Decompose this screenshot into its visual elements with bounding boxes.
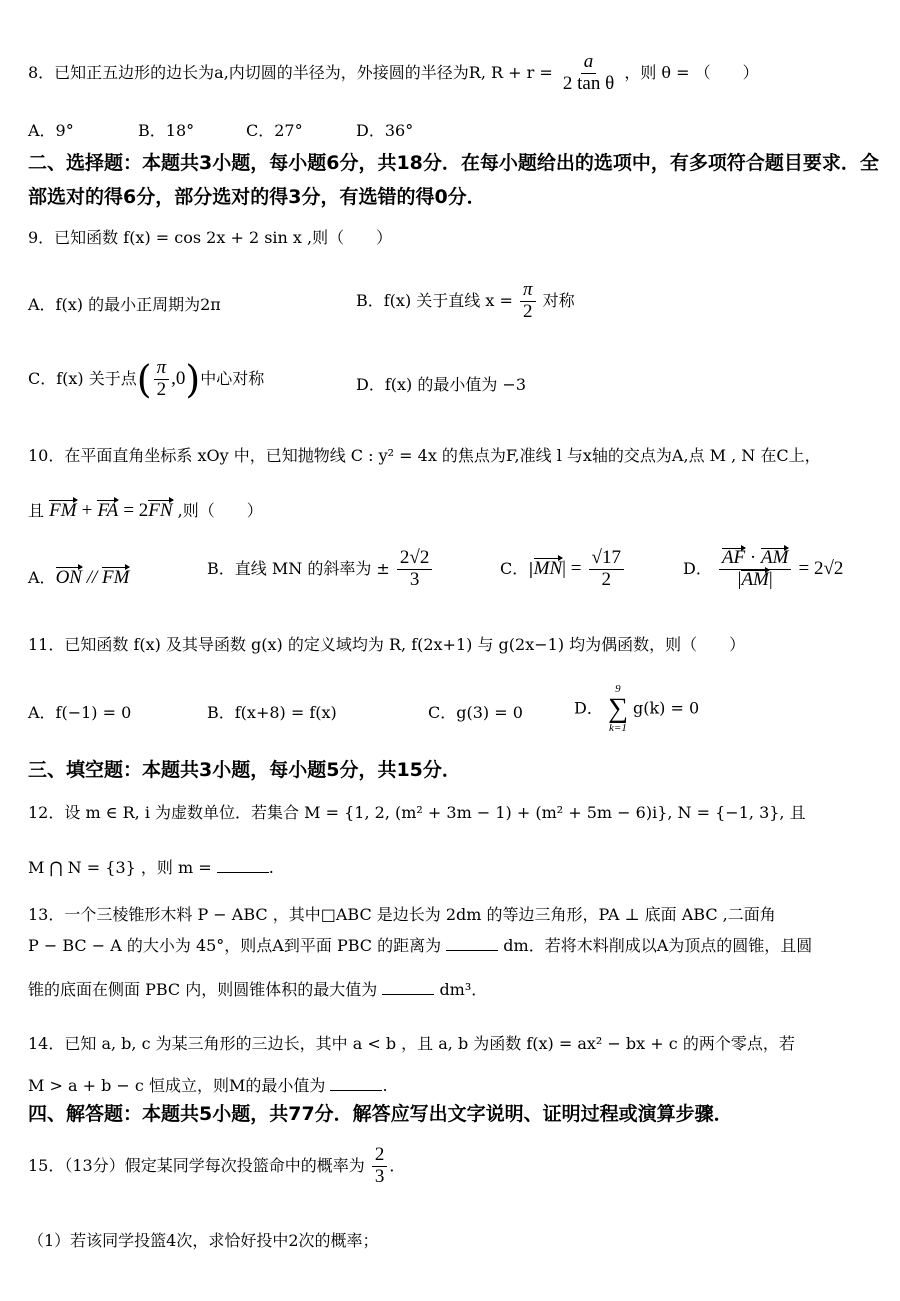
q9-b-fraction: [520, 280, 536, 323]
q8-option-c: C．27°: [246, 121, 303, 140]
q10-d-num: [719, 548, 791, 570]
q10-line2-pre: 且: [28, 501, 45, 520]
q11-d-post: g(k) = 0: [633, 698, 700, 718]
plus-sign: +: [81, 500, 93, 521]
q10-d-den: [735, 570, 776, 591]
q9-c-text: C．f(x) 关于点: [28, 368, 137, 388]
q10-option-b: [207, 548, 434, 591]
q11-option-a: A．f(−1) = 0: [28, 703, 132, 722]
vector-am-2: AM: [741, 568, 769, 590]
q14-line1: 14．已知 a, b, c 为某三角形的三边长，其中 a < b ，且 a, b 为函数 f(x) = ax² − bx + c 的两个零点，若: [28, 1034, 795, 1053]
vector-am: AM: [760, 547, 789, 568]
section-2-heading: 二、选择题：本题共3小题，每小题6分，共18分．在每小题给出的选项中，有多项符合题目要求．全部选对的得6分，部分选对的得3分，有选错的得0分．: [28, 152, 879, 208]
q10-d-fraction: [719, 548, 791, 591]
q12-line2-end: .: [268, 858, 274, 877]
q13-line1: 13．一个三棱锥形木料 P − ABC ，其中□ABC 是边长为 2dm 的等边三角形，PA ⊥ 底面 ABC ,二面角: [28, 905, 776, 924]
q12-line2: [28, 855, 880, 878]
sum-lower: k=1: [609, 722, 627, 734]
q11-option-c: C．g(3) = 0: [428, 703, 523, 722]
q11-stem: 11．已知函数 f(x) 及其导函数 g(x) 的定义域均为 R, f(2x+1) 与 g(2x−1) 均为偶函数，则（ ）: [28, 635, 746, 654]
q14-line2-pre: M > a + b − c 恒成立，则M的最小值为: [28, 1076, 326, 1095]
q9-option-b: [356, 280, 575, 323]
vector-af: AF: [721, 547, 746, 568]
q8-option-a: A．9°: [28, 121, 74, 140]
equals-two: = 2: [123, 500, 149, 521]
q10-c-den: 2: [601, 568, 611, 590]
q13-blank-1[interactable]: [446, 936, 498, 951]
abs-right: |: [768, 568, 773, 590]
q9-c-mid: ,0: [171, 367, 186, 389]
q9-c-fraction: [154, 358, 170, 401]
q9-b-den: 2: [523, 300, 533, 322]
q10-b-num: 2√2: [397, 548, 432, 570]
parallel-sign: //: [81, 567, 103, 588]
abs-left: |: [737, 568, 742, 590]
q13-line3: [28, 977, 880, 1000]
q8-tail: ，则 θ = （ ）: [624, 62, 759, 82]
q13-line3-post: dm³．: [439, 980, 488, 999]
q12-line2-text: M ⋂ N = {3} ，则 m =: [28, 858, 212, 877]
q8-frac-den: 2 tan θ: [562, 72, 615, 94]
q10-line2-post: ,则（ ）: [177, 501, 263, 520]
section-3-heading: 三、填空题：本题共3小题，每小题5分，共15分．: [28, 759, 461, 781]
q15-tail: ．: [389, 1155, 406, 1175]
q10-c-mid: | =: [562, 557, 582, 579]
q10-b-den: 3: [409, 568, 420, 590]
q13-blank-2[interactable]: [382, 980, 434, 995]
q10-d-pre: D．: [683, 558, 712, 578]
q10-stem: 10．在平面直角坐标系 xOy 中，已知抛物线 C : y² = 4x 的焦点为F,准线 l 与x轴的交点为A,点 M , N 在C上，: [28, 446, 821, 465]
q13-line2-pre: P − BC − A 的大小为 45°，则点A到平面 PBC 的距离为: [28, 936, 442, 955]
q10-b-pre: B．直线 MN 的斜率为 ±: [207, 558, 390, 578]
sigma-symbol: ∑: [607, 693, 628, 724]
q9-c-post: 中心对称: [200, 368, 265, 388]
section-4-heading: 四、解答题：本题共5小题，共77分．解答应写出文字说明、证明过程或演算步骤．: [28, 1103, 733, 1125]
q11-option-b: B．f(x+8) = f(x): [207, 703, 337, 722]
q15-stem: [28, 1145, 880, 1188]
q10-c-fraction: [589, 548, 624, 591]
q10-option-c: [500, 548, 626, 591]
q15-sub1: （1）若该同学投篮4次，求恰好投中2次的概率；: [28, 1231, 379, 1250]
q10-line2: [28, 498, 880, 522]
q8-fraction: [560, 52, 617, 95]
dot-sign: ·: [745, 547, 761, 568]
q8-text: 8．已知正五边形的边长为a,内切圆的半径为，外接圆的半径为R, R + r =: [28, 62, 553, 82]
q9-option-c: [28, 358, 264, 401]
right-paren: ): [185, 357, 201, 402]
vector-on: ON: [55, 567, 82, 588]
q8-line: [28, 52, 880, 95]
q14-line2-end: .: [382, 1076, 388, 1095]
vector-fm: FM: [49, 500, 77, 521]
q9-option-d: D．f(x) 的最小值为 −3: [356, 375, 527, 394]
q10-option-a: [28, 565, 129, 589]
q9-c-den: 2: [156, 378, 167, 400]
q9-c-num: π: [154, 358, 170, 380]
q8-option-d: D．36°: [356, 121, 414, 140]
q9-stem: 9．已知函数 f(x) = cos 2x + 2 sin x ,则（ ）: [28, 228, 393, 247]
summation: [608, 684, 628, 734]
q13-line2-post: dm．若将木料削成以A为顶点的圆锥，且圆: [503, 936, 813, 955]
vector-fm-2: FM: [102, 567, 130, 588]
q12-answer-blank[interactable]: [217, 858, 269, 873]
sum-upper: 9: [615, 683, 621, 695]
q8-frac-num: a: [581, 52, 597, 74]
q12-stem: 12．设 m ∈ R, i 为虚数单位．若集合 M = {1, 2, (m² + 3m − 1) + (m² + 5m − 6)i}, N = {−1, 3}, 且: [28, 803, 806, 822]
q13-line3-pre: 锥的底面在侧面 PBC 内，则圆锥体积的最大值为: [28, 980, 378, 999]
q8-option-b: B．18°: [138, 121, 195, 140]
q11-option-d: [574, 684, 699, 734]
vector-fa: FA: [97, 500, 119, 521]
q9-b-post: 对称: [542, 290, 575, 310]
q9-b-num: π: [520, 280, 536, 302]
q10-c-pre: C．|: [500, 558, 534, 578]
q10-d-post: = 2√2: [798, 557, 844, 579]
q13-line2: [28, 933, 880, 956]
q14-line2: [28, 1073, 880, 1096]
q10-option-d: [683, 548, 843, 591]
q10-c-num: √17: [589, 548, 624, 570]
q14-answer-blank[interactable]: [330, 1076, 382, 1091]
q15-text: 15．（13分）假定某同学每次投篮命中的概率为: [28, 1155, 365, 1175]
vector-fn: FN: [148, 500, 173, 521]
q11-d-pre: D．: [574, 698, 603, 718]
q10-a-pre: A．: [28, 568, 56, 587]
left-paren: (: [136, 357, 152, 402]
q15-num: 2: [372, 1145, 388, 1167]
q15-fraction: [372, 1145, 388, 1188]
q15-den: 3: [374, 1165, 385, 1187]
q10-b-fraction: [397, 548, 432, 591]
q9-option-a: A．f(x) 的最小正周期为2π: [28, 295, 221, 314]
vector-mn: MN: [533, 557, 563, 579]
q9-b-text: B．f(x) 关于直线 x =: [356, 290, 513, 310]
